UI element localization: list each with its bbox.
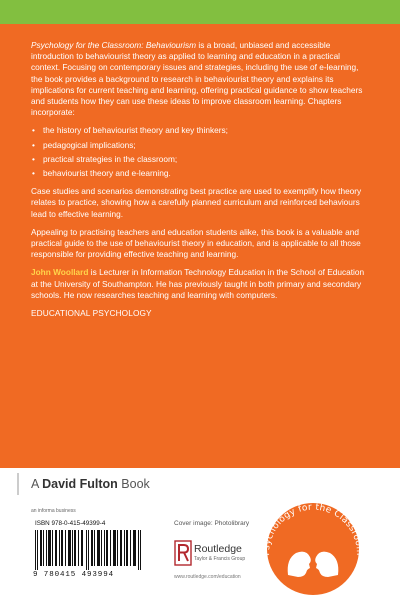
- routledge-name: Routledge: [194, 543, 242, 555]
- author-paragraph: [31, 267, 367, 301]
- isbn-label: ISBN 978-0-415-49399-4: [35, 520, 106, 527]
- cover-image-credit: Cover image: Photolibrary: [174, 520, 250, 527]
- david-fulton-logo: A David Fulton Book: [31, 477, 150, 491]
- author-bio: is Lecturer in Information Technology Education in the School of Education at the University of Southampton. He has previously taught in both primary and secondary schools. He now researches teaching and learning with computers.: [31, 267, 365, 300]
- informa-tagline: an informa business: [31, 508, 76, 514]
- subject-category: EDUCATIONAL PSYCHOLOGY: [31, 308, 152, 319]
- case-studies-paragraph: Case studies and scenarios demonstrating best practice are used to exemplify how theory relates to practice, showing how a carefully planned curriculum and reinforced behaviours lead to effective learning.: [31, 186, 362, 219]
- appeal-paragraph: Appealing to practising teachers and education students alike, this book is a valuable and practical guide to the use of behaviourist theory in education, and is applicable to all those responsible for providing effective teaching and learning.: [31, 226, 361, 260]
- chapter-list-item: • practical strategies in the classroom;: [31, 154, 367, 165]
- top-color-band: [0, 0, 400, 24]
- series-badge-logo: [258, 493, 368, 597]
- back-cover-text: [31, 40, 367, 326]
- routledge-r-icon: [174, 540, 192, 566]
- intro-text: is a broad, unbiased and accessible introduction to behaviourist theory as applied to learning and education in a practical context. Focusing on contemporary issues and strategies, including the use of e-learning, the book provides a background to research in behaviourist theory and explains its implications for current teaching and learning, offering practical guidance to show teachers and students how they can use these ideas to improve classroom learning. Chapters incorporate:: [31, 40, 363, 118]
- routledge-subtitle: Taylor & Francis Group: [194, 556, 246, 562]
- chapter-list-item: • pedagogical implications;: [31, 140, 367, 151]
- author-name: John Woollard: [31, 267, 89, 278]
- barcode-image: [33, 530, 145, 570]
- barcode-number: 9 780415 493994: [33, 571, 115, 579]
- routledge-url: www.routledge.com/education: [174, 574, 241, 580]
- chapter-list-item: • behaviourist theory and e-learning.: [31, 168, 367, 179]
- chapter-list: [31, 125, 367, 179]
- series-badge-text: Psychology for the Classroom: [261, 502, 365, 556]
- intro-paragraph: [31, 40, 367, 118]
- book-title: Psychology for the Classroom: Behaviourism: [31, 40, 197, 50]
- chapter-list-item: • the history of behaviourist theory and key thinkers;: [31, 125, 367, 136]
